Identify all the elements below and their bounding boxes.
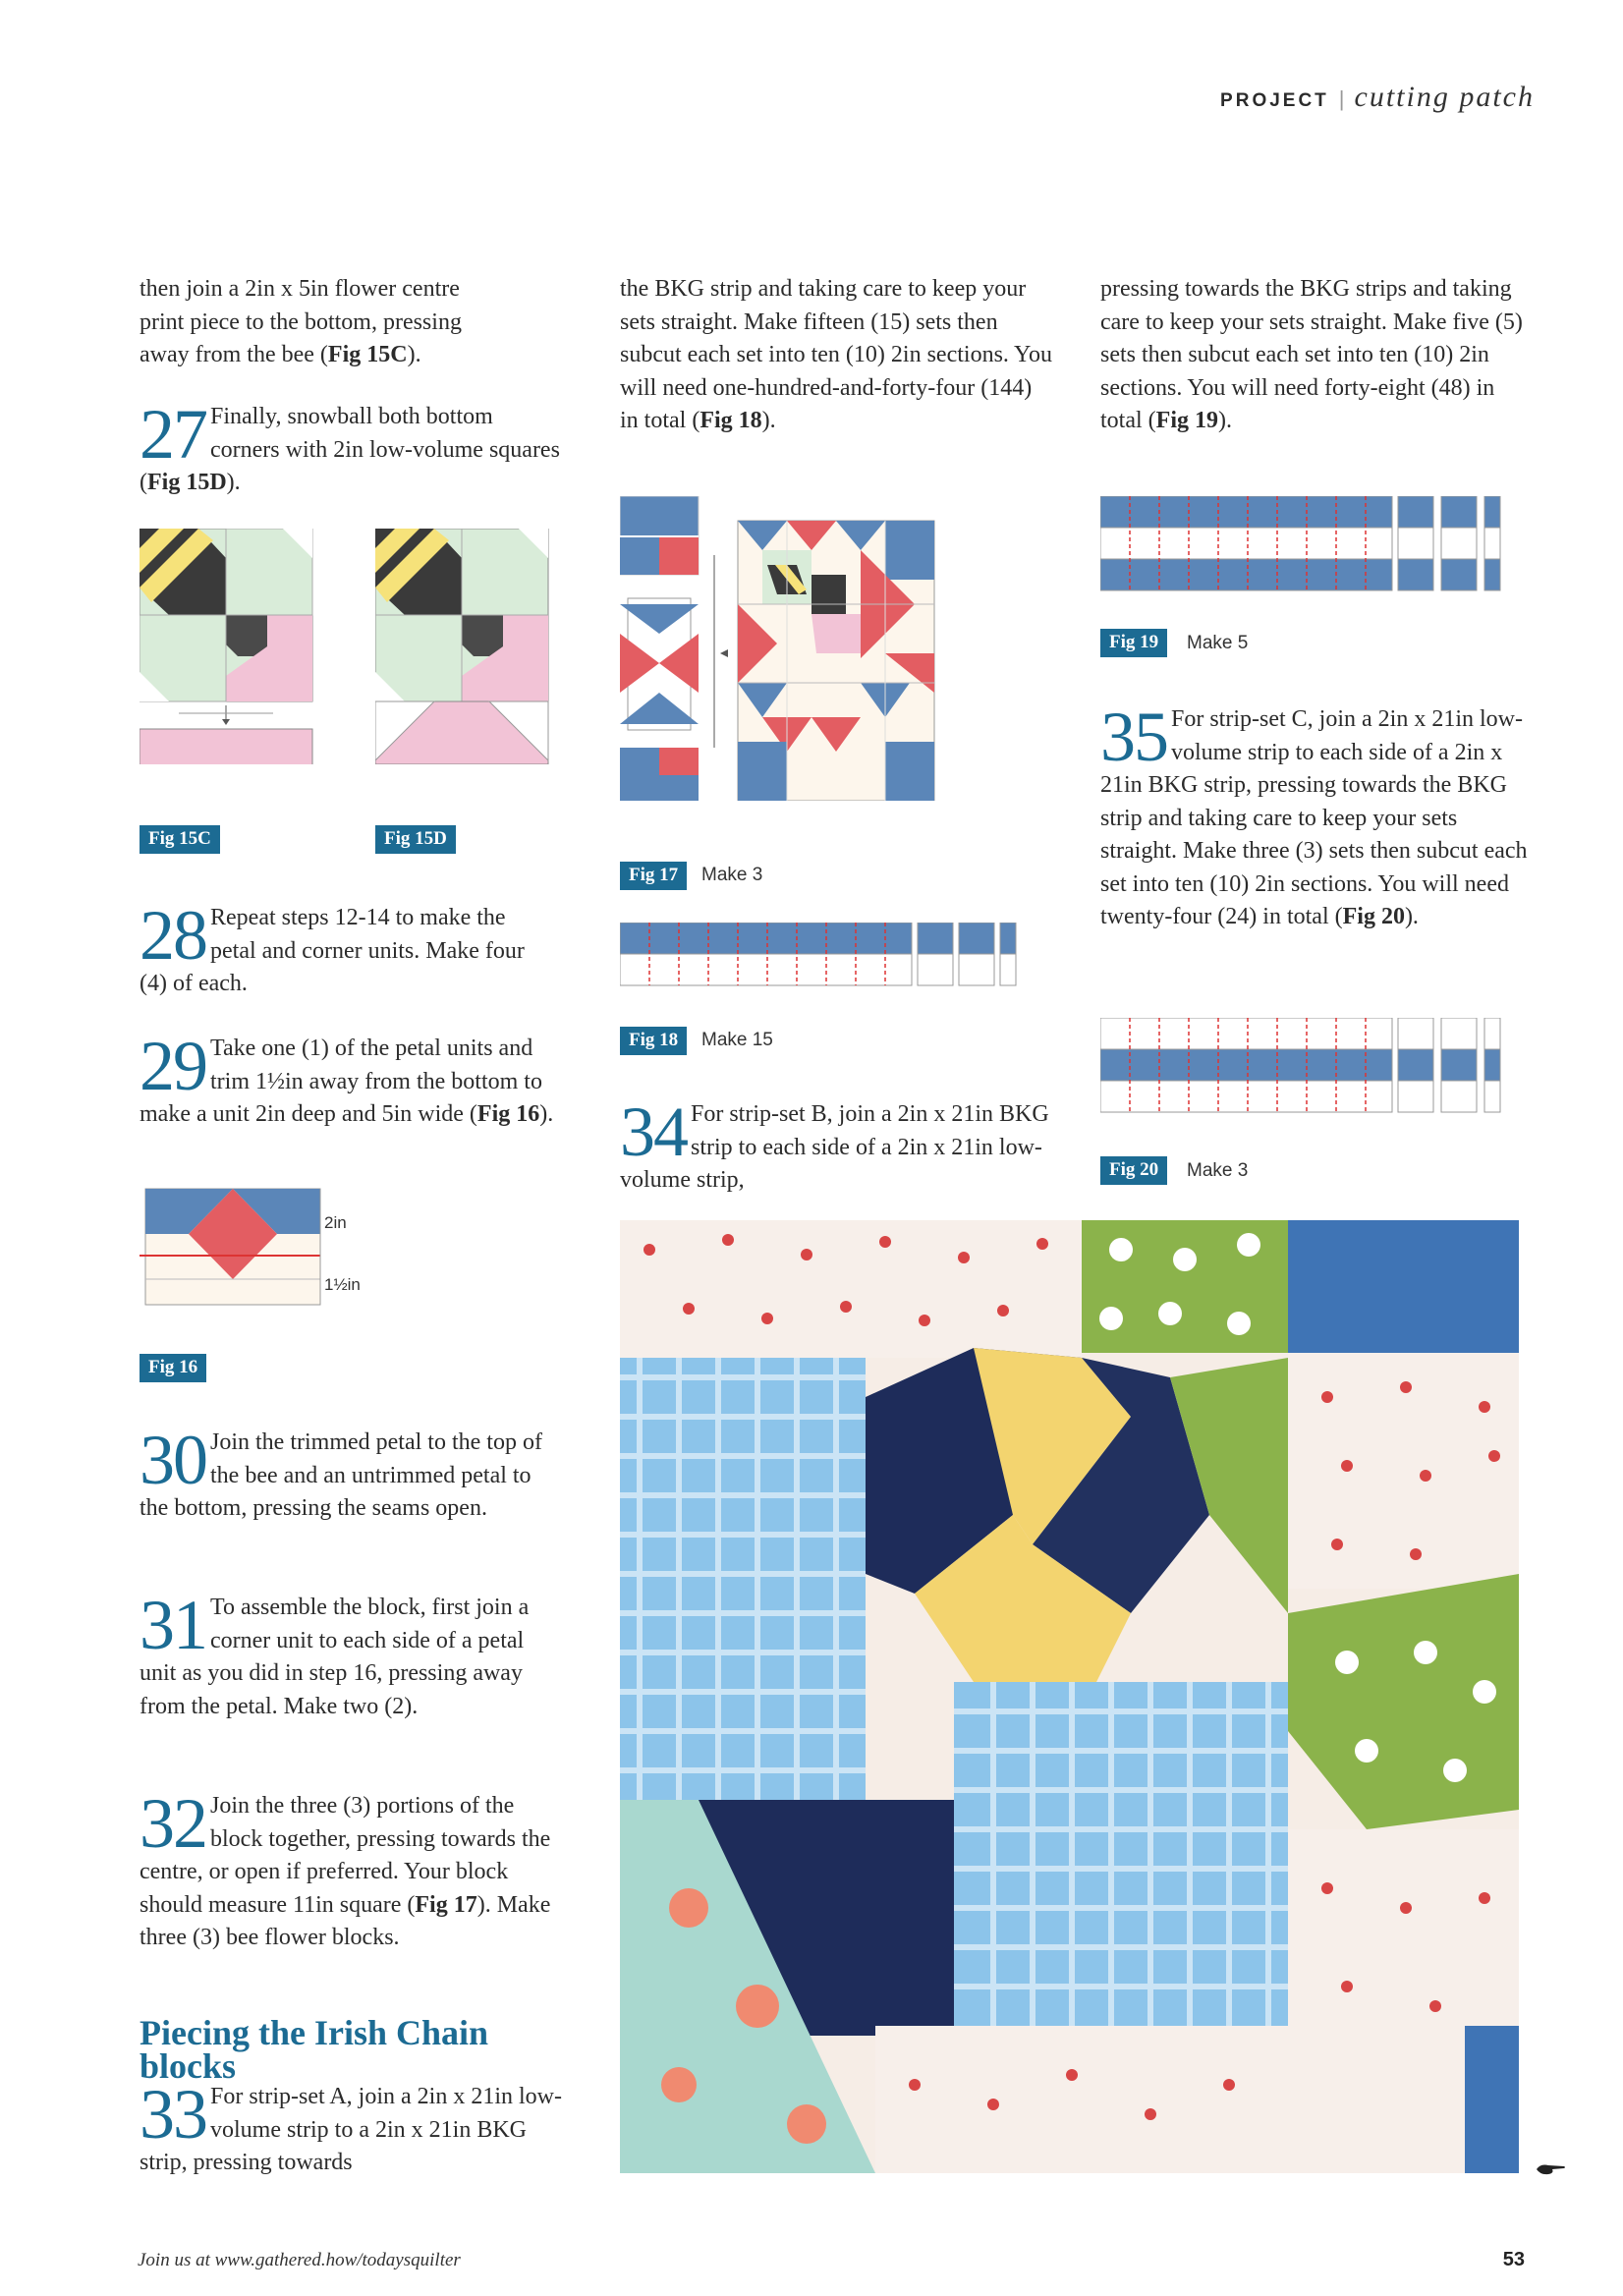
fig-15d-diagram [375,529,552,764]
fig-15c-diagram [140,529,316,764]
step-number: 30 [140,1421,206,1499]
fig-17-diagram [620,496,939,801]
section-heading: Piecing the Irish Chain blocks [140,2013,489,2086]
step-33: 33 For strip-set A, join a 2in x 21in low-volume strip to a 2in x 21in BKG strip, pressing towards [140,2075,562,2175]
fig-18-tag: Fig 18 [620,1027,687,1055]
fig-17-tag: Fig 17 [620,862,687,890]
col2-intro: the BKG strip and taking care to keep your sets straight. Make fifteen (15) sets then subcut each set into ten (10) 2in sections. You will need one-hundred-and-forty-four (144) in total (Fig 18). [620,276,1052,433]
fig-16-dim-1half: 1½in [324,1275,361,1294]
step-number: 33 [140,2075,206,2154]
step-30: 30 Join the trimmed petal to the top of the bee and an untrimmed petal to the bottom, pressing the seams open. [140,1421,542,1521]
fig-17-caption: Make 3 [701,865,763,885]
step-number: 32 [140,1784,206,1863]
fig-19-tag: Fig 19 [1100,629,1167,657]
col3-intro: pressing towards the BKG strips and taking care to keep your sets straight. Make five (5) sets then subcut each set into ten (10) 2in sections. You will need forty-eight (48) in total (Fig 19). [1100,276,1523,433]
quilt-block-photo [620,1220,1519,2173]
fig-16-diagram [140,1185,395,1313]
step-27: 27 Finally, snowball both bottom corners with 2in low-volume squares (Fig 15D). [140,395,560,495]
fig-19-caption: Make 5 [1187,633,1249,653]
header-section: cutting patch [1354,81,1535,113]
pointing-hand-icon [1535,2161,1568,2177]
step-number: 31 [140,1586,206,1664]
fig-16-dim-2in: 2in [324,1213,347,1232]
page-number: 53 [1502,2249,1525,2270]
fig-19-diagram [1100,496,1508,594]
fig-20-diagram [1100,1018,1508,1116]
step-number: 27 [140,395,206,474]
column-1 [140,273,552,372]
step-32: 32 Join the three (3) portions of the block together, pressing towards the centre, or open if preferred. Your block should measure 11in square (Fig 17). Make three (3) bee flower blocks. [140,1784,551,1950]
fig-15d-tag: Fig 15D [375,825,456,854]
header-project: PROJECT [1220,90,1329,111]
fig-20-tag: Fig 20 [1100,1156,1167,1185]
fig-15c-tag: Fig 15C [140,825,220,854]
fig-18-caption: Make 15 [701,1030,773,1050]
step-number: 34 [620,1092,687,1171]
footer-url: Join us at www.gathered.how/todaysquilter [138,2250,461,2270]
fig-16-tag: Fig 16 [140,1354,206,1382]
fig-20-caption: Make 3 [1187,1160,1249,1181]
step-number: 28 [140,896,206,975]
step-number: 29 [140,1027,206,1105]
step-35: 35 For strip-set C, join a 2in x 21in low-volume strip to each side of a 2in x 21in BKG strip, pressing towards the BKG strip and taking care to keep your sets straight. Make three (3) sets then subcut each set into ten (10) 2in sections. You will need twenty-four (24) in total (Fig 20). [1100,698,1528,929]
step-28: 28 Repeat steps 12-14 to make the petal and corner units. Make four (4) of each. [140,896,525,996]
step-29: 29 Take one (1) of the petal units and trim 1½in away from the bottom to make a unit 2in deep and 5in wide (Fig 16). [140,1027,554,1127]
header-separator: | [1338,86,1345,111]
step-number: 35 [1100,698,1167,776]
step-31: 31 To assemble the block, first join a corner unit to each side of a petal unit as you did in step 16, pressing away from the petal. Make two (2). [140,1586,530,1719]
step-34: 34 For strip-set B, join a 2in x 21in BKG strip to each side of a 2in x 21in low-volume strip, [620,1092,1049,1193]
col1-intro: then join a 2in x 5in flower centre print piece to the bottom, pressing away from the bee (Fig 15C). [140,276,462,367]
running-header [1220,81,1535,114]
fig-18-diagram [620,923,1023,987]
